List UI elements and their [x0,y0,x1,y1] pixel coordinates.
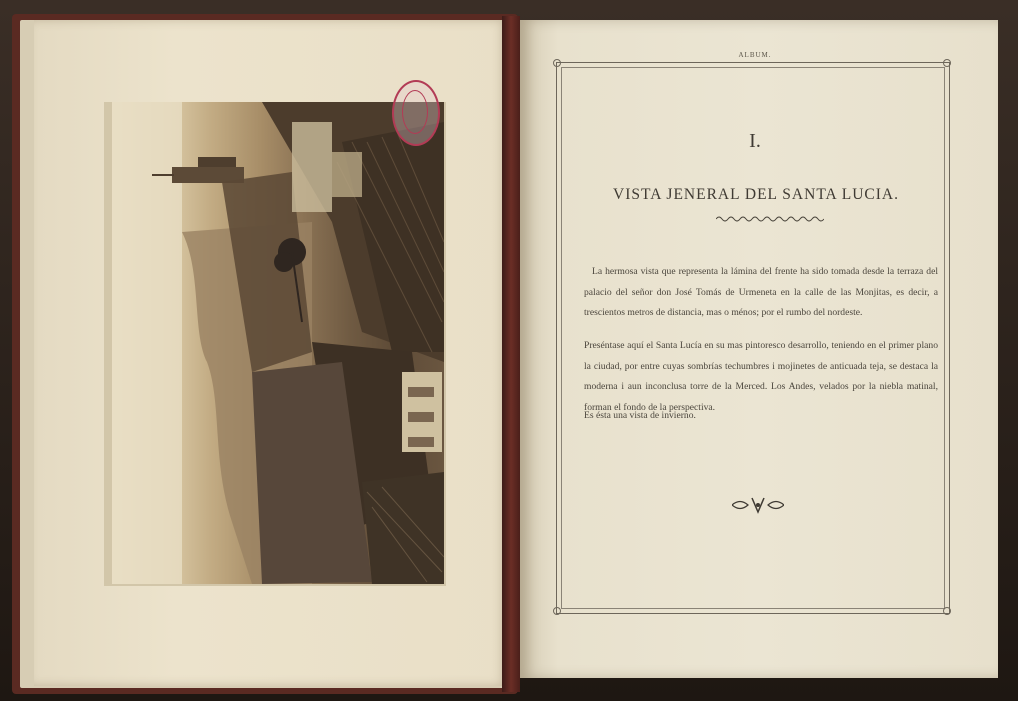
corner-ornament [943,59,951,67]
floral-ornament-icon [732,496,784,514]
page-title: VISTA JENERAL DEL SANTA LUCIA. [613,186,899,203]
corner-ornament [553,59,561,67]
library-stamp-icon [392,80,440,146]
corner-ornament [943,607,951,615]
wave-rule-icon [716,214,824,224]
paragraph-1-text: La hermosa vista que representa la lámina del frente ha sido tomada desde la terraza del palacio del señor don José Tomás de Urmeneta en la calle de las Monjitas, es decir, a trescientos metros de distancia, mas o ménos; por el rumbo del nordeste. [584,266,938,318]
paragraph-1 [584,262,938,324]
book-spine [502,16,520,692]
section-numeral: I. [749,130,761,152]
corner-ornament [553,607,561,615]
paragraph-2-text: Preséntase aquí el Santa Lucía en su mas pintoresco desarrollo, teniendo en el primer plano la ciudad, por entre cuyas sombrías techumbres i mojinetes de anticuada teja, se destaca la moderna i aun inconclusa torre de la Merced. Los Andes, velados por la niebla matinal, forman el fondo de la perspectiva. [584,340,938,413]
running-header: ALBUM. [738,51,772,59]
paragraph-2 [584,336,938,418]
photograph-icon [112,102,444,584]
paragraph-3: Es ésta una vista de invierno. [584,410,696,421]
